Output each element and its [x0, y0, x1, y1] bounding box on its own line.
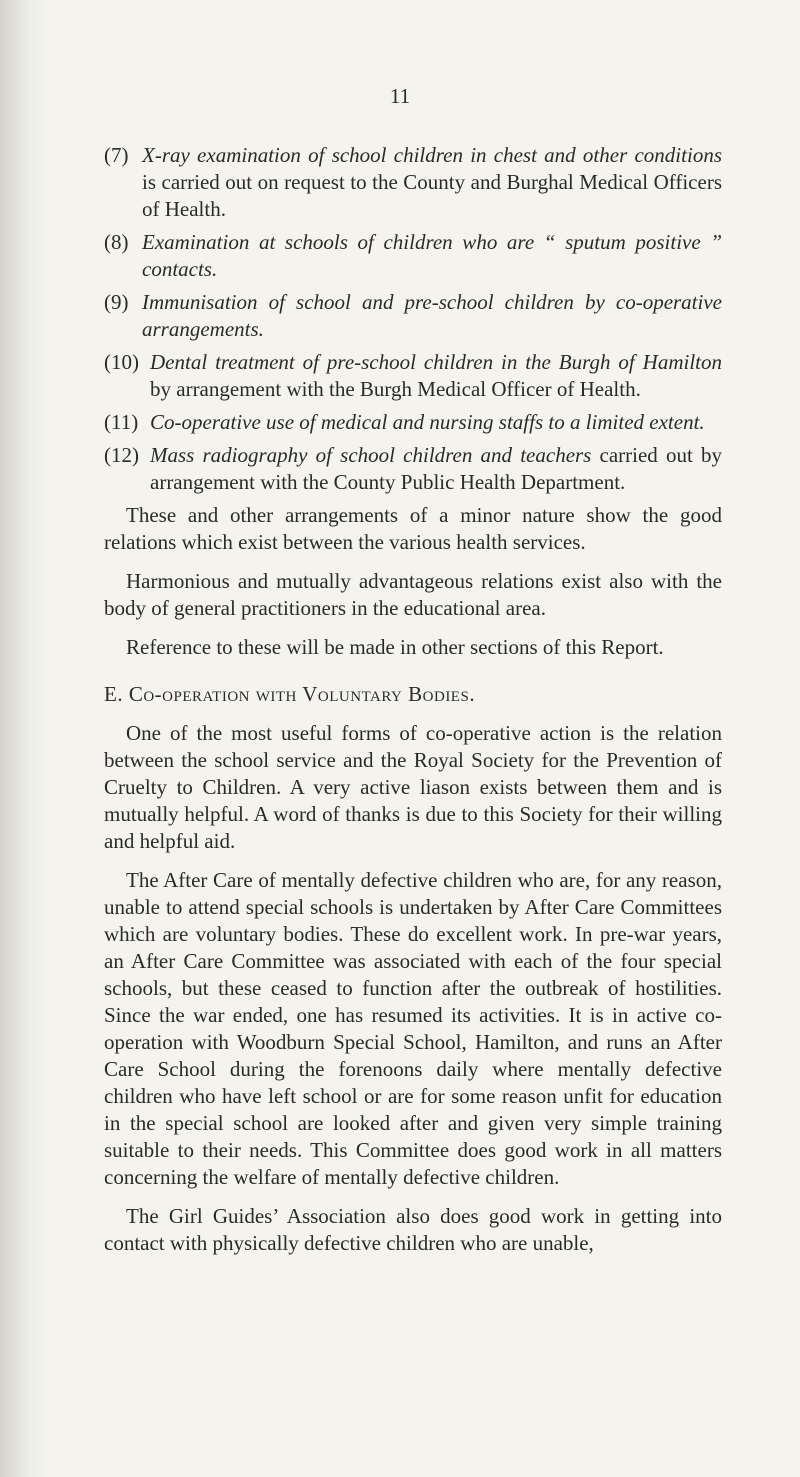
page-number: 11	[389, 84, 411, 108]
list-item	[104, 409, 722, 436]
list-item	[104, 289, 722, 343]
list-item-topic: Examination at schools of children who are “ sputum positive ” contacts.	[142, 230, 722, 281]
list-item-topic: Co-operative use of medical and nursing staffs to a limited extent.	[150, 410, 705, 434]
list-item-text: is carried out on request to the County and Burghal Medical Officers of Health.	[142, 170, 722, 221]
list-item-number: (11)	[104, 410, 139, 434]
page-body	[104, 142, 722, 1269]
list-item	[104, 229, 722, 283]
paragraph: Harmonious and mutually advantageous relations exist also with the body of general practitioners in the educational area.	[104, 569, 722, 620]
list-item-topic: Immunisation of school and pre-school children by co-operative arrangements.	[142, 290, 722, 341]
list-item	[104, 142, 722, 223]
list-item-text: by arrangement with the Burgh Medical Officer of Health.	[150, 377, 641, 401]
paragraph: Reference to these will be made in other sections of this Report.	[126, 635, 664, 659]
paragraph: These and other arrangements of a minor nature show the good relations which exist between the various health services.	[104, 503, 722, 554]
paragraph: The After Care of mentally defective children who are, for any reason, unable to attend special schools is undertaken by After Care Committees which are voluntary bodies. These do excellent work. In pre-war years, an After Care Committee was associated with each of the four special schools, but these ceased to function after the outbreak of hostilities. Since the war ended, one has resumed its activities. It is in active co-operation with Woodburn Special School, Hamilton, and runs an After Care School during the forenoons daily where mentally defective children who have left school or are for some reason unfit for education in the special school are looked after and given very simple training suitable to their needs. This Committee does good work in all matters concerning the welfare of mentally defective children.	[104, 868, 722, 1189]
list-item-number: (8)	[104, 230, 129, 254]
list-item-topic: Dental treatment of pre-school children in the Burgh of Hamilton	[150, 350, 722, 374]
list-item	[104, 442, 722, 496]
paragraph: One of the most useful forms of co-operative action is the relation between the school service and the Royal Society for the Prevention of Cruelty to Children. A very active liason exists between them and is mutually helpful. A word of thanks is due to this Society for their willing and helpful aid.	[104, 721, 722, 853]
list-item	[104, 349, 722, 403]
list-item-number: (12)	[104, 443, 139, 467]
page-edge-shadow	[0, 0, 50, 1477]
list-item-number: (7)	[104, 143, 129, 167]
list-item-number: (9)	[104, 290, 129, 314]
paragraph: The Girl Guides’ Association also does good work in getting into contact with physically defective children who are unable,	[104, 1204, 722, 1255]
list-item-text: carried out by arrangement with the County Public Health Department.	[150, 443, 722, 494]
section-heading: E. Co-operation with Voluntary Bodies.	[104, 682, 476, 706]
list-item-topic: Mass radiography of school children and teachers	[150, 443, 592, 467]
list-item-topic: X-ray examination of school children in chest and other conditions	[142, 143, 722, 167]
list-item-number: (10)	[104, 350, 139, 374]
